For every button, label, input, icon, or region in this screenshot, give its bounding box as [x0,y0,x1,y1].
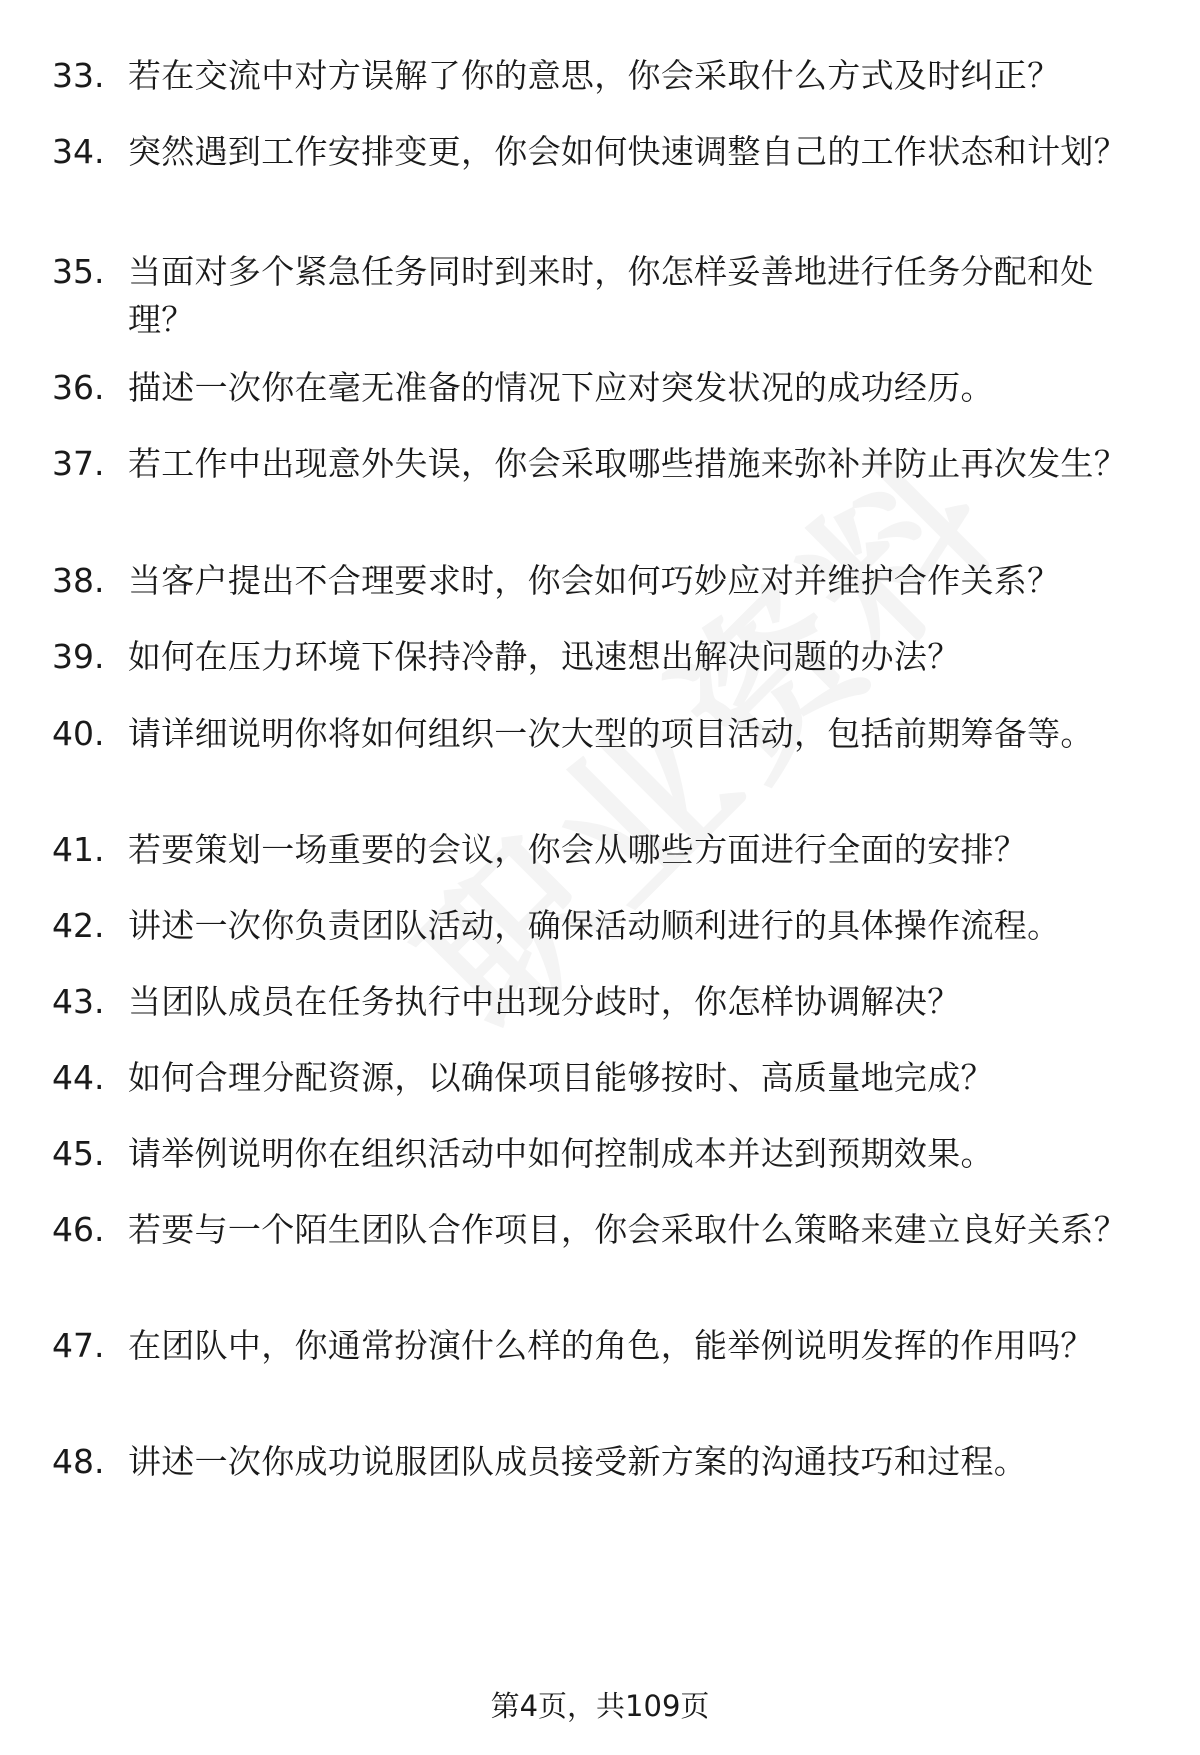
question-text: 当团队成员在任务执行中出现分歧时，你怎样协调解决？ [128,982,961,1021]
question-number: 34. [52,132,105,171]
question-text: 在团队中，你通常扮演什么样的角色，能举例说明发挥的作用吗？ [128,1326,1094,1365]
question-number: 37. [52,444,105,483]
question-number: 38. [52,561,105,600]
question-number: 45. [52,1134,105,1173]
question-number: 40. [52,714,105,753]
question-text: 如何合理分配资源，以确保项目能够按时、高质量地完成？ [128,1058,994,1097]
question-text: 当客户提出不合理要求时，你会如何巧妙应对并维护合作关系？ [128,561,1061,600]
question-text: 若要与一个陌生团队合作项目，你会采取什么策略来建立良好关系？ [128,1210,1127,1249]
question-text: 描述一次你在毫无准备的情况下应对突发状况的成功经历。 [128,368,994,407]
question-text: 请举例说明你在组织活动中如何控制成本并达到预期效果。 [128,1134,994,1173]
page-footer: 第4页，共109页 [490,1689,710,1723]
question-text: 讲述一次你负责团队活动，确保活动顺利进行的具体操作流程。 [128,906,1061,945]
question-number: 35. [52,252,105,291]
question-number: 33. [52,56,105,95]
question-number: 43. [52,982,105,1021]
question-number: 36. [52,368,105,407]
question-text: 当面对多个紧急任务同时到来时，你怎样妥善地进行任务分配和处理？ [128,252,1094,339]
question-text: 讲述一次你成功说服团队成员接受新方案的沟通技巧和过程。 [128,1442,1028,1481]
question-text: 若在交流中对方误解了你的意思，你会采取什么方式及时纠正？ [128,56,1061,95]
question-text: 如何在压力环境下保持冷静，迅速想出解决问题的办法？ [128,637,961,676]
question-text: 若要策划一场重要的会议，你会从哪些方面进行全面的安排？ [128,830,1028,869]
question-number: 46. [52,1210,105,1249]
question-number: 44. [52,1058,105,1097]
question-text: 请详细说明你将如何组织一次大型的项目活动，包括前期筹备等。 [128,714,1094,753]
question-number: 39. [52,637,105,676]
question-number: 41. [52,830,105,869]
question-text: 若工作中出现意外失误，你会采取哪些措施来弥补并防止再次发生？ [128,444,1127,483]
question-text: 突然遇到工作安排变更，你会如何快速调整自己的工作状态和计划？ [128,132,1127,171]
question-number: 48. [52,1442,105,1481]
question-number: 47. [52,1326,105,1365]
question-number: 42. [52,906,105,945]
